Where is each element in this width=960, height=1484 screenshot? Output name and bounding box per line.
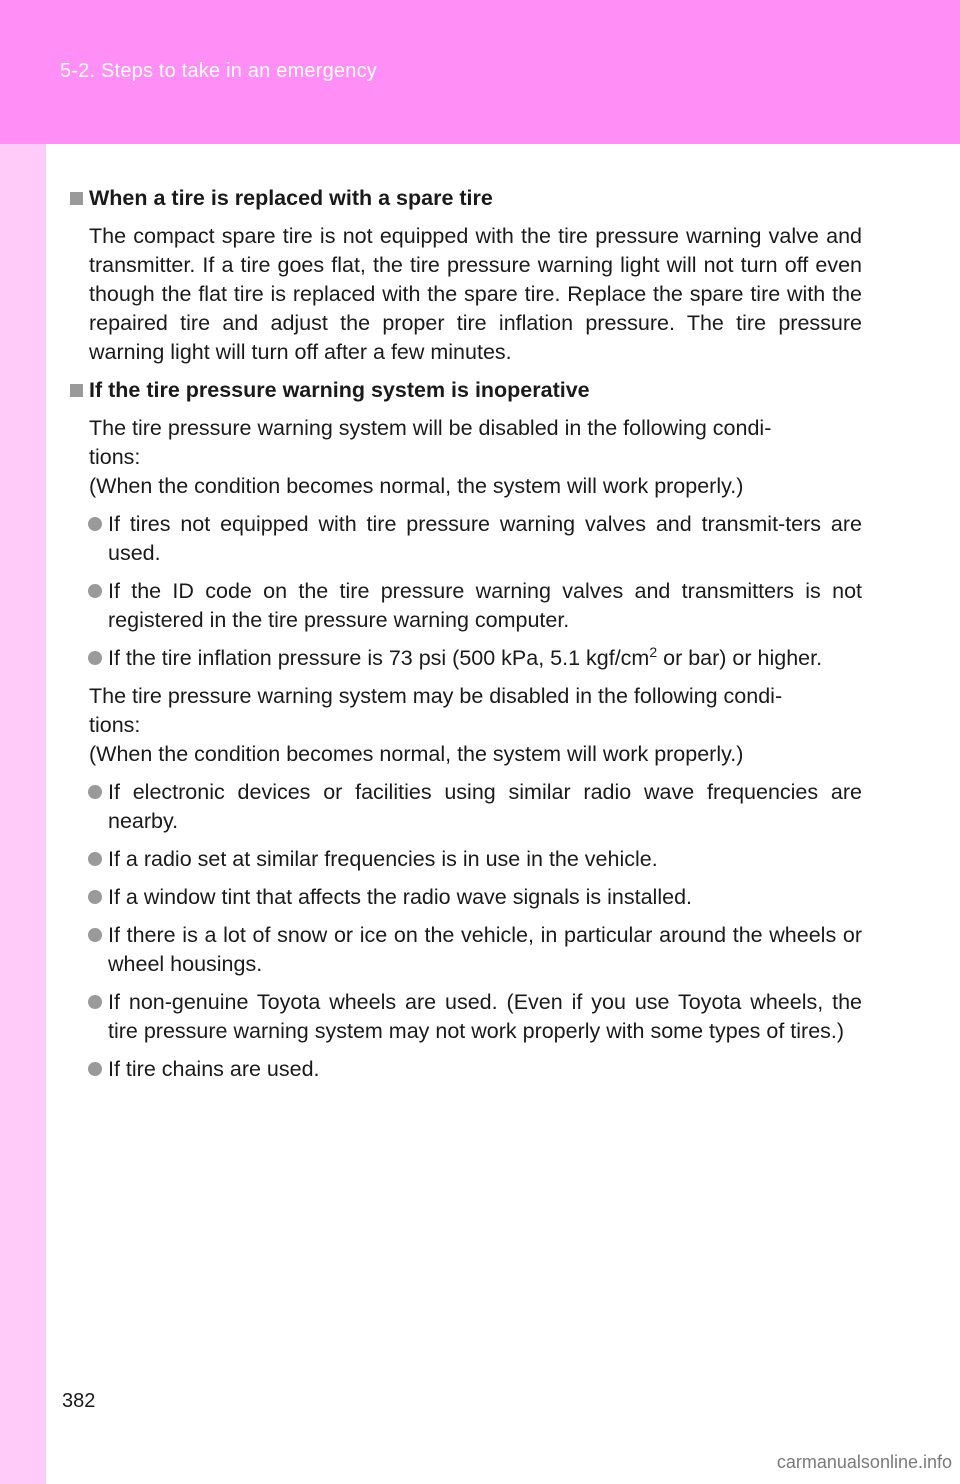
list-item-text [108,644,862,673]
circle-bullet-icon [88,584,102,598]
text-part: or bar) or higher. [657,646,823,670]
heading-text: When a tire is replaced with a spare tire [89,186,493,210]
page-number: 382 [62,1390,96,1412]
may-disable-intro [89,682,862,769]
list-item-text: If tires not equipped with tire pressure warning valves and transmit-ters are used. [108,512,862,565]
intro-line: The tire pressure warning system will be disabled in the following condi- [89,416,772,440]
intro-line: The tire pressure warning system may be disabled in the following condi- [89,684,783,708]
list-item-text: If tire chains are used. [108,1057,320,1081]
intro-line: (When the condition becomes normal, the system will work properly.) [89,474,744,498]
intro-line: tions: [89,713,141,737]
page-content [70,184,862,1093]
spare-tire-paragraph: The compact spare tire is not equipped with the tire pressure warning valve and transmitter. If a tire goes flat, the tire pressure warning light will not turn off even though the flat tire is replaced with the spare tire. Replace the spare tire with the repaired tire and adjust the proper tire inflation pressure. The tire pressure warning light will turn off after a few minutes. [89,224,862,364]
watermark: carmanualsonline.info [776,1452,952,1472]
list-item [108,921,862,979]
list-item-text: If the ID code on the tire pressure warning valves and transmitters is not registered in the tire pressure warning computer. [108,579,862,632]
circle-bullet-icon [88,995,102,1009]
disabled-intro [89,414,862,501]
intro-line: (When the condition becomes normal, the system will work properly.) [89,742,744,766]
list-item-text: If a window tint that affects the radio wave signals is installed. [108,885,692,909]
circle-bullet-icon [88,928,102,942]
list-item [108,845,862,874]
list-item-text: If a radio set at similar frequencies is in use in the vehicle. [108,847,658,871]
section-heading-spare-tire [70,184,862,213]
list-item [108,1055,862,1084]
section-heading-inoperative [70,376,862,405]
list-item [108,644,862,673]
section-breadcrumb: 5-2. Steps to take in an emergency [60,60,377,82]
square-bullet-icon [70,192,83,205]
page-header [0,0,960,144]
list-item [108,988,862,1046]
side-margin-strip [0,144,46,1484]
list-item [108,778,862,836]
list-item [108,577,862,635]
circle-bullet-icon [88,785,102,799]
list-item [108,883,862,912]
superscript: 2 [649,643,658,660]
circle-bullet-icon [88,852,102,866]
circle-bullet-icon [88,651,102,665]
list-item-text: If electronic devices or facilities using similar radio wave frequencies are nearby. [108,780,862,833]
heading-text: If the tire pressure warning system is inoperative [89,378,590,402]
circle-bullet-icon [88,517,102,531]
circle-bullet-icon [88,1062,102,1076]
list-item [108,510,862,568]
circle-bullet-icon [88,890,102,904]
list-item-text: If non-genuine Toyota wheels are used. (Even if you use Toyota wheels, the tire pressure warning system may not work properly with some types of tires.) [108,990,862,1043]
intro-line: tions: [89,445,141,469]
list-item-text: If there is a lot of snow or ice on the vehicle, in particular around the wheels or wheel housings. [108,923,862,976]
text-part: If the tire inflation pressure is 73 psi (500 kPa, 5.1 kgf/cm [108,646,650,670]
square-bullet-icon [70,384,83,397]
